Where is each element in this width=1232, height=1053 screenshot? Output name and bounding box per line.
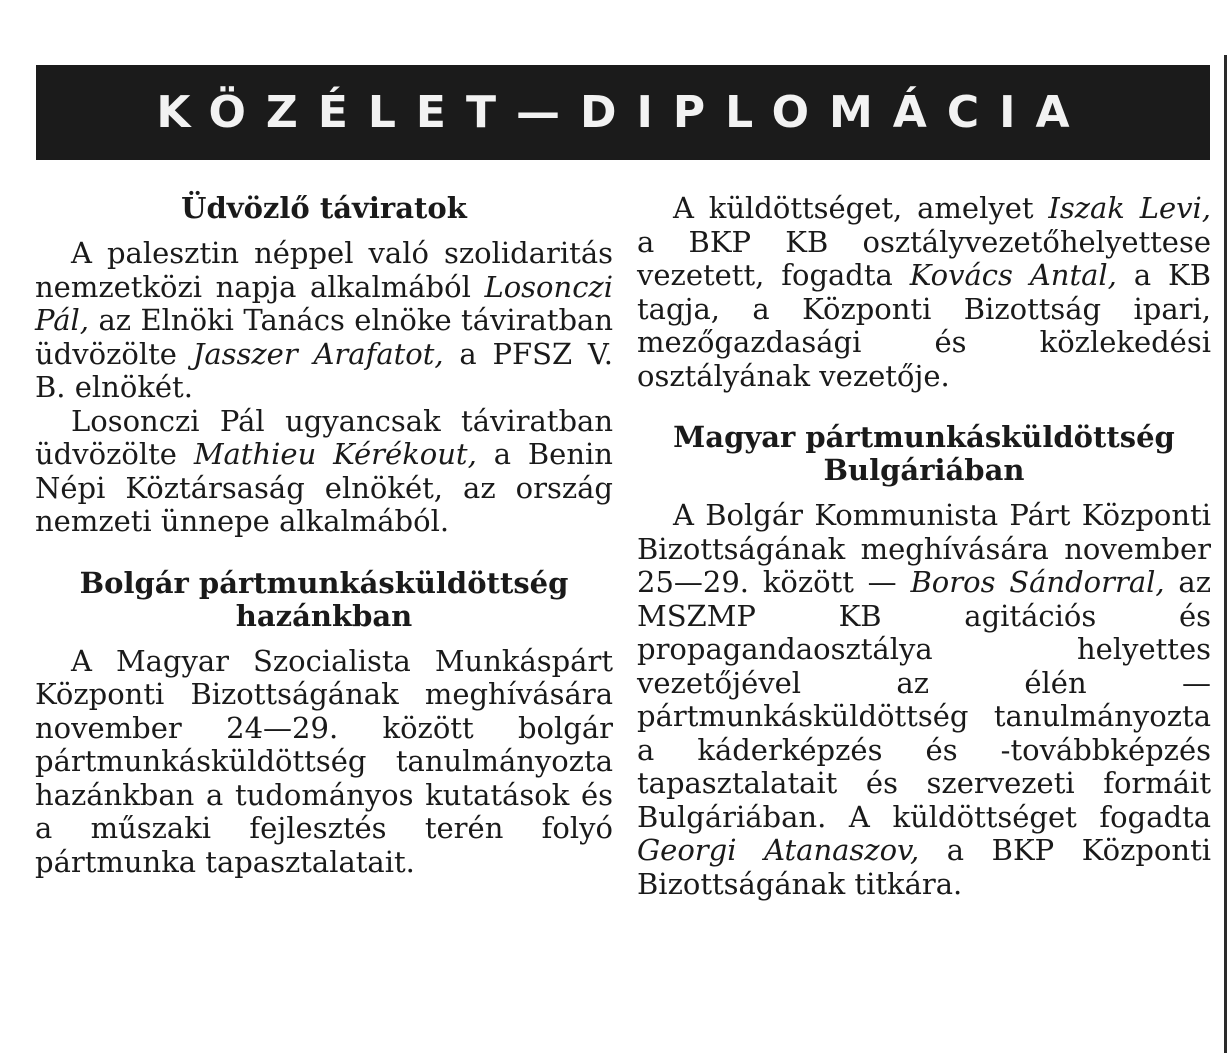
person-name: Kovács Antal,	[909, 258, 1117, 292]
column-rule	[1224, 55, 1227, 1053]
article-greetings	[35, 192, 613, 539]
article-paragraph: Losonczi Pál ugyancsak táviratban üdvözölte Mathieu Kérékout, a Benin Népi Köztársaság elnökét, az ország nemzeti ünnepe alkalmából.	[35, 403, 613, 538]
section-banner	[36, 65, 1210, 160]
section-title: KÖZÉLET—DIPLOMÁCIA	[156, 87, 1090, 138]
person-name: Losonczi Pál,	[35, 269, 613, 337]
person-name: Iszak Levi,	[1048, 191, 1211, 225]
article-paragraph: A Magyar Szocialista Munkáspárt Központi Bizottságának meghívására november 24—29. között bolgár pártmunkásküldöttség tanulmányozta hazánkban a tudományos kutatások és a műszaki fejlesztés terén folyó pártmunka tapasztalatait.	[35, 643, 613, 879]
left-column	[35, 192, 613, 879]
person-name: Mathieu Kérékout,	[193, 437, 477, 471]
person-name: Georgi Atanaszov,	[637, 833, 920, 867]
right-column	[637, 192, 1211, 901]
article-bulgarian-delegation	[35, 567, 613, 880]
article-heading: Üdvözlő táviratok	[181, 191, 467, 225]
article-hungarian-delegation	[637, 421, 1211, 901]
article-paragraph: A küldöttséget, amelyet Iszak Levi, a BKP KB osztályvezetőhelyettese vezetett, fogadta Kovács Antal, a KB tagja, a Központi Bizottság ipari, mezőgazdasági és közlekedési osztályának vezetője.	[637, 191, 1212, 393]
person-name: Boros Sándorral,	[910, 565, 1165, 599]
article-heading: Bolgár pártmunkásküldöttség hazánkban	[79, 565, 569, 633]
article-paragraph: A Bolgár Kommunista Párt Központi Bizottságának meghívására november 25—29. között — Boros Sándorral, az MSZMP KB agitációs és propagandaosztálya helyettes vezetőjével az élén — pártmunkásküldöttség tanulmányozta a káderképzés és -továbbképzés tapasztalatait és szervezeti formáit Bulgáriában. A küldöttséget fogadta Georgi Atanaszov, a BKP Központi Bizottságának titkára.	[637, 498, 1211, 901]
article-paragraph: A palesztin néppel való szolidaritás nemzetközi napja alkalmából Losonczi Pál, az Elnöki Tanács elnöke táviratban üdvözölte Jasszer Arafatot, a PFSZ V. B. elnökét.	[35, 236, 614, 404]
person-name: Jasszer Arafatot,	[192, 336, 444, 371]
article-heading: Magyar pártmunkásküldöttség Bulgáriában	[673, 420, 1175, 487]
